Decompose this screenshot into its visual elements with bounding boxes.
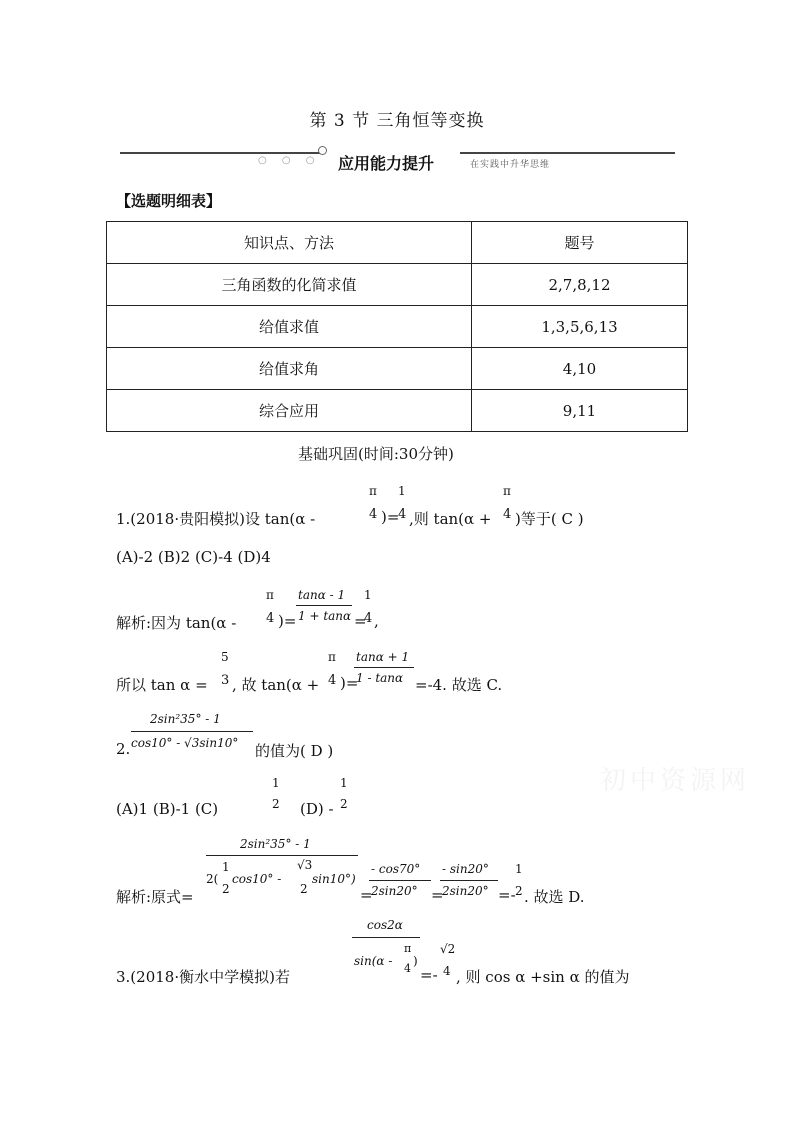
fraction-bar <box>354 667 414 668</box>
fraction-bar <box>369 880 431 881</box>
banner-rule-right <box>460 152 675 154</box>
page-title: 第 3 节 三角恒等变换 <box>309 111 485 131</box>
banner-rule-left <box>120 152 325 154</box>
table-cell: 综合应用 <box>107 390 472 432</box>
table-cell: 1,3,5,6,13 <box>472 306 688 348</box>
q2-sol-prefix: 解析:原式= <box>116 888 194 906</box>
section-title: 【选题明细表】 <box>116 192 222 210</box>
q1-sol2-five: 5 <box>221 650 229 664</box>
q2-sol-two: 2 <box>300 882 308 896</box>
table-header-row <box>107 222 688 264</box>
table-cell: 给值求角 <box>107 348 472 390</box>
table-header-cell: 知识点、方法 <box>107 222 472 264</box>
q2-f3-num: - sin20° <box>442 862 489 876</box>
q2-sol-half-bot: 2 <box>222 882 230 896</box>
q1-four-b: 4 <box>398 507 407 522</box>
q3-close: ) <box>413 954 418 968</box>
q1-sol1-pi: π <box>266 588 274 602</box>
q1-sol1-four-b: 4 <box>364 611 373 626</box>
q1-sol1-one: 1 <box>364 588 372 602</box>
banner-circle-icon <box>318 146 327 155</box>
q2-options: (A)1 (B)-1 (C) <box>116 800 219 818</box>
q2-sol-half-top: 1 <box>222 860 230 874</box>
table-cell: 三角函数的化简求值 <box>107 264 472 306</box>
q1-four-c: 4 <box>503 507 512 522</box>
q3-four: 4 <box>404 962 411 975</box>
q2-num: 2sin²35° - 1 <box>150 712 221 726</box>
banner-dots: ○ ○ ○ <box>258 155 321 166</box>
q2-sol-eq2: = <box>431 886 444 904</box>
table-row <box>107 390 688 432</box>
q2-f3-den: 2sin20° <box>442 884 489 898</box>
q3-sqrt2: √2 <box>440 942 456 956</box>
q1-prefix: 1.(2018·贵阳模拟)设 tan(α - <box>116 510 316 528</box>
q1-one: 1 <box>398 484 406 498</box>
q1-sol2-pi: π <box>328 650 336 664</box>
q1-suffix: )等于( C ) <box>515 510 584 528</box>
q2-opt-d: (D) - <box>300 800 334 818</box>
fraction-bar <box>440 880 498 881</box>
section-subheading: 基础巩固(时间:30分钟) <box>298 445 454 463</box>
q2-sol-den-a: 2( <box>206 872 219 886</box>
banner-title: 应用能力提升 <box>338 154 435 173</box>
table-cell: 2,7,8,12 <box>472 264 688 306</box>
watermark: 初中资源网 <box>600 766 751 796</box>
q3-num: cos2α <box>367 918 403 932</box>
topic-table <box>106 221 688 432</box>
fraction-bar <box>131 731 253 732</box>
fraction-bar <box>352 937 420 938</box>
q2-d-top: 1 <box>340 776 348 790</box>
fraction-bar <box>206 855 358 856</box>
q3-prefix: 3.(2018·衡水中学模拟)若 <box>116 968 290 986</box>
q1-mid: ,则 tan(α + <box>409 510 492 528</box>
q1-pi-a: π <box>369 484 377 498</box>
q2-sol-den-b: cos10° - <box>232 872 282 886</box>
q1-four-a: 4 <box>369 507 378 522</box>
q1-pi-b: π <box>503 484 511 498</box>
q2-sol-end: =- <box>498 886 516 904</box>
q1-sol1-eq: )= <box>278 612 297 630</box>
q2-sol-den-c: sin10°) <box>312 872 356 886</box>
table-row <box>107 264 688 306</box>
q1-options: (A)-2 (B)2 (C)-4 (D)4 <box>116 548 271 566</box>
q3-pi: π <box>404 942 412 955</box>
q3-den: sin(α - <box>354 954 393 968</box>
q1-sol2-num: tanα + 1 <box>356 650 410 664</box>
q2-c-top: 1 <box>272 776 280 790</box>
banner-subtitle: 在实践中升华思维 <box>470 160 551 170</box>
q1-sol2-end: =-4. 故选 C. <box>415 676 503 694</box>
q2-sol-eq1: = <box>360 886 373 904</box>
q3-eq: =- <box>420 966 438 984</box>
table-row <box>107 348 688 390</box>
q3-four-b: 4 <box>443 964 451 978</box>
q1-sol2-mid: , 故 tan(α + <box>232 676 320 694</box>
fraction-bar <box>296 605 352 606</box>
q1-sol1-prefix: 解析:因为 tan(α - <box>116 614 237 632</box>
q2-sol-num: 2sin²35° - 1 <box>240 837 311 851</box>
q2-d-bot: 2 <box>340 797 348 811</box>
q2-sol-sqrt3: √3 <box>297 858 313 872</box>
q1-sol2-den: 1 - tanα <box>356 671 404 685</box>
q1-sol1-four: 4 <box>266 611 275 626</box>
q1-sol1-den: 1 + tanα <box>298 609 352 623</box>
q2-sol-tail: . 故选 D. <box>524 888 585 906</box>
q3-suffix: , 则 cos α +sin α 的值为 <box>456 968 630 986</box>
q1-sol2-three: 3 <box>221 673 230 688</box>
table-cell: 9,11 <box>472 390 688 432</box>
table-cell: 给值求值 <box>107 306 472 348</box>
table-row <box>107 306 688 348</box>
table-cell: 4,10 <box>472 348 688 390</box>
q2-f2-den: 2sin20° <box>371 884 418 898</box>
q2-c-bot: 2 <box>272 797 280 811</box>
q1-sol2-eq: )= <box>340 674 359 692</box>
table-header-cell: 题号 <box>472 222 688 264</box>
q2-prefix: 2. <box>116 740 131 758</box>
q1-sol2-four: 4 <box>328 673 337 688</box>
q1-sol1-eq2: = <box>354 612 367 630</box>
q2-f2-num: - cos70° <box>371 862 421 876</box>
q1-sol1-num: tanα - 1 <box>298 588 346 602</box>
q2-sol-end-bot: 2 <box>515 884 523 898</box>
q1-paren-a: )= <box>381 508 400 526</box>
q2-sol-end-top: 1 <box>515 862 523 876</box>
q2-den: cos10° - √3sin10° <box>131 736 239 750</box>
q1-sol2-prefix: 所以 tan α = <box>116 676 208 694</box>
q1-sol1-comma: , <box>374 612 379 630</box>
q2-suffix: 的值为( D ) <box>255 742 334 760</box>
